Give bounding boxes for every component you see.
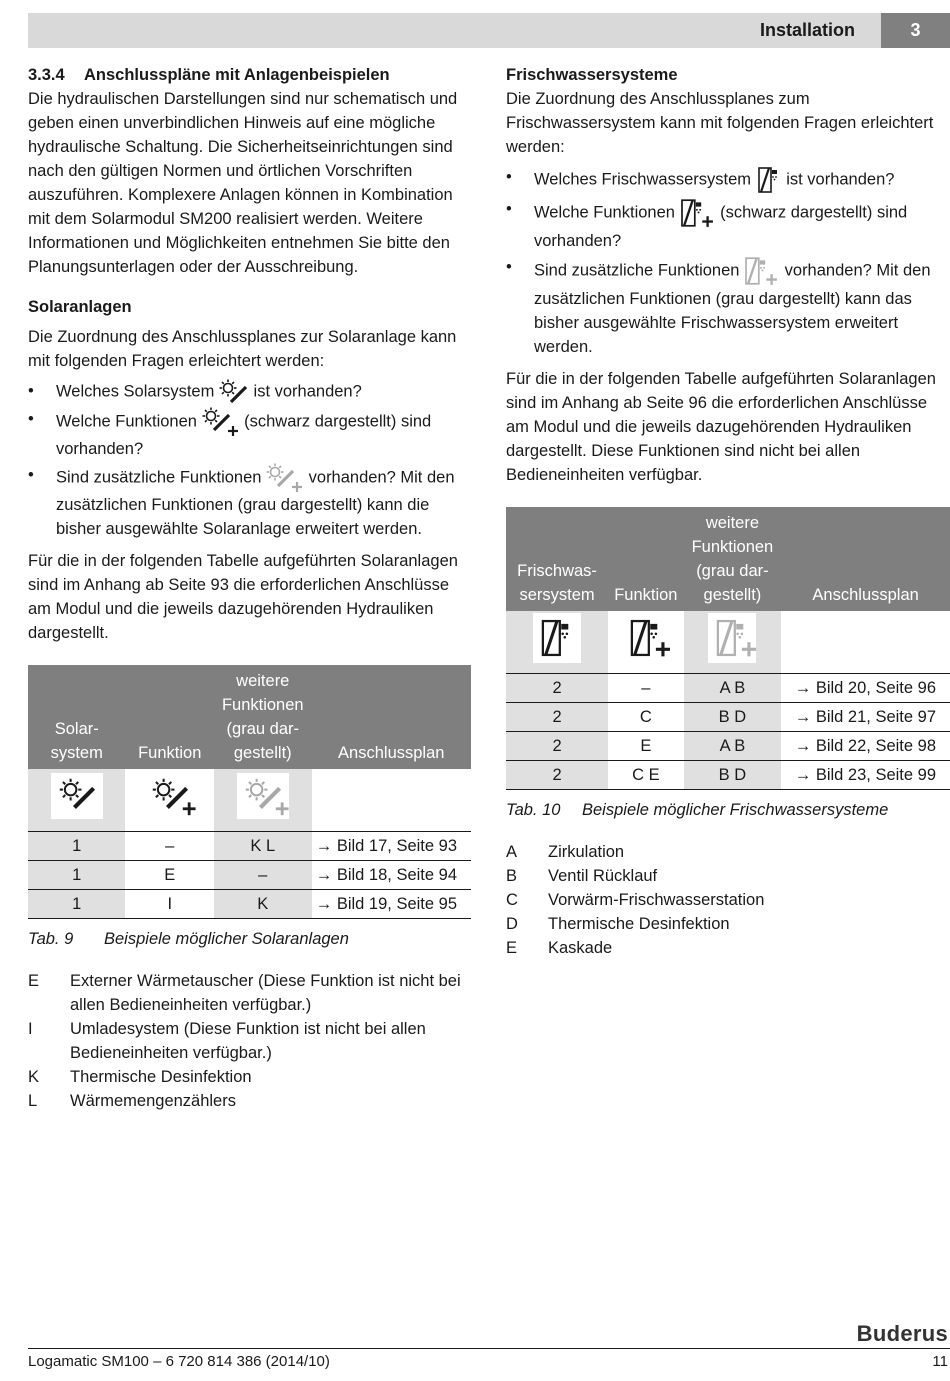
freshwater-function-icon	[680, 197, 716, 229]
solar-subheading: Solaranlagen	[28, 298, 132, 316]
brand-logo: Buderus	[856, 1321, 948, 1346]
header-bar	[28, 13, 881, 48]
solar-lead: Die Zuordnung des Anschlussplanes zur Solaranlage kann mit folgenden Fragen erleichtert werden:	[28, 328, 457, 370]
table-row: 1 I K → Bild 19, Seite 95	[28, 890, 471, 919]
column-header: weitere Funktionen (grau dar-gestellt)	[214, 665, 311, 769]
table-row: 2 – A B → Bild 20, Seite 96	[506, 674, 950, 703]
chapter-number: 3	[881, 13, 950, 48]
footer-divider	[28, 1348, 950, 1349]
solar-extra-function-icon	[237, 773, 289, 819]
column-header: Anschlussplan	[312, 665, 472, 769]
list-item: B Ventil Rücklauf	[506, 867, 658, 885]
freshwater-subheading: Frischwassersysteme	[506, 66, 678, 84]
list-item: L Wärmemengenzählers	[28, 1092, 236, 1110]
freshwater-system-icon	[756, 165, 782, 195]
column-header: weitere Funktionen (grau dar-gestellt)	[684, 507, 782, 611]
list-item: • Sind zusätzliche Funktionen vorhanden? Mit den zusätzlichen Funktionen (grau dargestellt) kann das bisher ausgewählte Frischwassersystem erweitert werden.	[506, 255, 950, 359]
solar-function-icon	[144, 773, 196, 819]
header-title: Installation	[759, 20, 855, 40]
freshwater-questions	[506, 165, 950, 359]
list-item: • Welche Funktionen (schwarz dargestellt) sind vorhanden?	[506, 197, 950, 253]
intro-paragraph: Die hydraulischen Darstellungen sind nur schematisch und geben einen unverbindlichen Hinweis auf eine mögliche hydraulische Schaltung. Die Sicherheitseinrichtungen sind nach den gültigen Normen und örtlichen Vorschriften auszuführen. Komplexere Anlagen können in Kombination mit dem Solarmodul SM200 realisiert werden. Weitere Informationen und Möglichkeiten entnehmen Sie bitte den Planungsunterlagen oder der Ausschreibung.	[28, 90, 458, 276]
solar-system-icon	[51, 773, 103, 819]
table-caption: Tab. 9 Beispiele möglicher Solaranlagen	[28, 930, 349, 948]
list-item: D Thermische Desinfektion	[506, 915, 730, 933]
solar-system-icon	[219, 379, 249, 405]
table-row: 2 C B D → Bild 21, Seite 97	[506, 703, 950, 732]
freshwater-table	[506, 507, 950, 790]
freshwater-lead: Die Zuordnung des Anschlussplanes zum Frischwassersystem kann mit folgenden Fragen erleichtert werden:	[506, 90, 934, 156]
table-row: 1 – K L → Bild 17, Seite 93	[28, 832, 471, 861]
solar-table-intro: Für die in der folgenden Tabelle aufgeführten Solaranlagen sind im Anhang ab Seite 93 die erforderlichen Anschlüsse am Modul und die jeweils dazugehörenden Hydrauliken dargestellt.	[28, 552, 458, 642]
section-heading	[28, 63, 471, 87]
column-header: Funktion	[608, 507, 683, 611]
list-item: • Welche Funktionen (schwarz dargestellt) sind vorhanden?	[28, 407, 471, 461]
column-header: Frischwas-sersystem	[506, 507, 608, 611]
list-item: • Welches Solarsystem ist vorhanden?	[28, 379, 471, 405]
solar-function-icon	[202, 407, 240, 437]
freshwater-extra-function-icon	[708, 613, 756, 663]
solar-table	[28, 665, 471, 919]
list-item: • Welches Frischwassersystem ist vorhanden?	[506, 165, 950, 195]
list-item: I Umladesystem (Diese Funktion ist nicht bei allen Bedieneinheiten verfügbar.)	[28, 1020, 426, 1062]
section-title: Anschlusspläne mit Anlagenbeispielen	[84, 66, 390, 84]
solar-extra-function-icon	[266, 463, 304, 493]
column-header: Funktion	[125, 665, 214, 769]
page-number: 11	[932, 1353, 948, 1370]
solar-questions	[28, 379, 471, 541]
table-row: 2 C E B D → Bild 23, Seite 99	[506, 761, 950, 790]
section-number: 3.3.4	[28, 66, 65, 84]
freshwater-function-icon	[622, 613, 670, 663]
list-item: C Vorwärm-Frischwasserstation	[506, 891, 765, 909]
list-item: E Externer Wärmetauscher (Diese Funktion ist nicht bei allen Bedieneinheiten verfügbar.)	[28, 972, 461, 1014]
list-item: A Zirkulation	[506, 843, 625, 861]
freshwater-table-intro: Für die in der folgenden Tabelle aufgeführten Solaranlagen sind im Anhang ab Seite 96 die erforderlichen Anschlüsse am Modul und die jeweils dazugehörenden Hydrauliken dargestellt. Diese Funktionen sind nicht bei allen Bedieneinheiten verfügbar.	[506, 370, 936, 484]
table-caption: Tab. 10 Beispiele möglicher Frischwassersysteme	[506, 801, 889, 819]
left-column	[28, 63, 471, 1113]
solar-legend	[28, 969, 471, 1113]
right-column	[506, 63, 950, 960]
list-item: • Sind zusätzliche Funktionen vorhanden? Mit den zusätzlichen Funktionen (grau dargestellt) kann die bisher ausgewählte Solaranlage erweitert werden.	[28, 463, 471, 541]
list-item: E Kaskade	[506, 939, 613, 957]
footer-doc-info: Logamatic SM100 – 6 720 814 386 (2014/10)	[28, 1353, 330, 1370]
freshwater-system-icon	[533, 613, 581, 663]
table-row: 1 E – → Bild 18, Seite 94	[28, 861, 471, 890]
freshwater-legend	[506, 840, 950, 960]
freshwater-extra-function-icon	[744, 255, 780, 287]
column-header: Solar-system	[28, 665, 125, 769]
list-item: K Thermische Desinfektion	[28, 1068, 252, 1086]
table-row: 2 E A B → Bild 22, Seite 98	[506, 732, 950, 761]
column-header: Anschlussplan	[781, 507, 950, 611]
